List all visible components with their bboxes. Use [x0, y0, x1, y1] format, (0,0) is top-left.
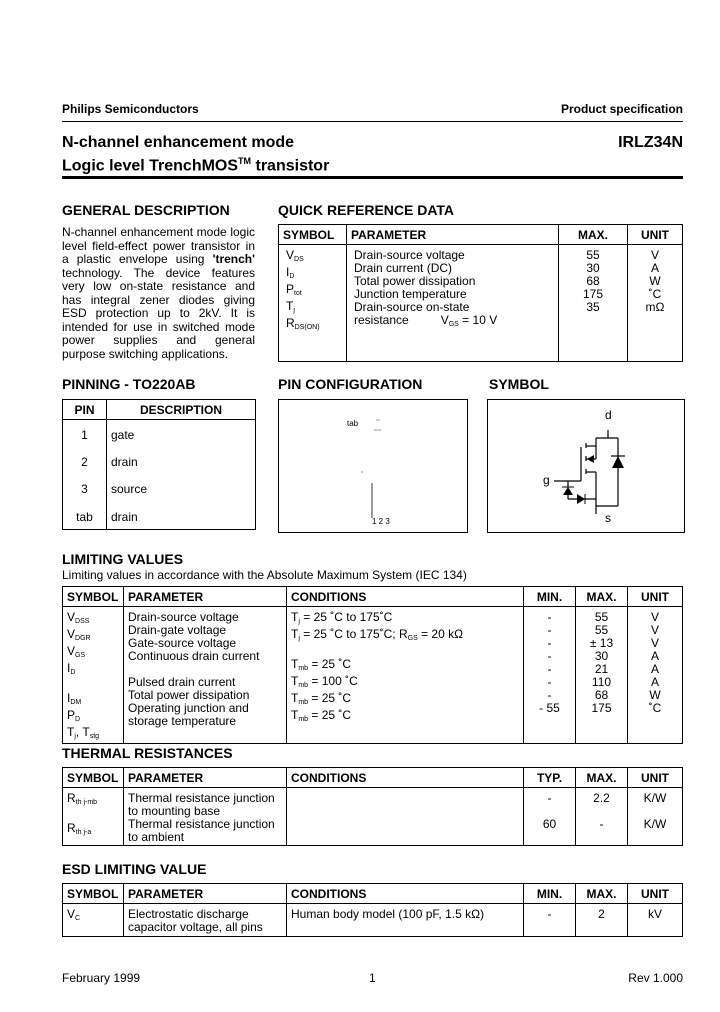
- col-symbol: SYMBOL: [279, 225, 347, 245]
- gate-label: g: [543, 473, 550, 487]
- esd-table: [62, 883, 683, 937]
- table-row: tab drain: [63, 498, 256, 530]
- document-type: Product specification: [560, 102, 683, 116]
- col-unit: UNIT: [628, 884, 683, 904]
- table-row: VDSS VDGR VGS ID IDM PD Tj, Tstg Drain-source voltage Drain-gate voltage Gate-source voltage Continuous drain current Pulsed drain current Total power dissipation Operating junction and storage temperature Tj = 25 ˚C to 175˚C Tj = 25 ˚C to 175˚C; RGS = 20 kΩ Tmb = 25 ˚C Tmb = 100 ˚C Tmb = 25 ˚C Tmb = 25 ˚C - - - - - - - - 55 55 55 ± 13 30 21 110 68 175 V V V A A A W ˚C: [63, 607, 683, 744]
- thermal-resistances-table: [62, 767, 683, 846]
- mosfet-symbol-icon: [488, 400, 684, 532]
- table-row: 2 drain: [63, 443, 256, 470]
- table-row: VC Electrostatic discharge capacitor voltage, all pins Human body model (100 pF, 1.5 kΩ) - 2 kV: [63, 904, 683, 937]
- header-rule: [62, 121, 683, 122]
- footer-date: February 1999: [62, 971, 141, 985]
- col-min: MIN.: [524, 884, 576, 904]
- col-symbol: SYMBOL: [63, 587, 124, 607]
- table-row: 3 source: [63, 470, 256, 497]
- title-rule: [62, 176, 683, 179]
- title-line-2: Logic level TrenchMOS™ transistor: [62, 156, 330, 175]
- col-conditions: CONDITIONS: [287, 768, 524, 788]
- col-parameter: PARAMETER: [124, 768, 287, 788]
- general-description-heading: GENERAL DESCRIPTION: [62, 202, 230, 218]
- tab-label: tab: [347, 419, 359, 428]
- table-row: Rth j-mb Rth j-a Thermal resistance junction to mounting base Thermal resistance junction to ambient - 60 2.2 - K/W K/W: [63, 788, 683, 846]
- source-label: s: [605, 511, 611, 525]
- quick-reference-table: [278, 224, 683, 362]
- pins-label: 1 2 3: [372, 517, 390, 526]
- col-max: MAX.: [576, 768, 628, 788]
- col-parameter: PARAMETER: [124, 587, 287, 607]
- to220-package-drawing: [279, 400, 467, 532]
- col-max: MAX.: [559, 225, 628, 245]
- col-symbol: SYMBOL: [63, 884, 124, 904]
- col-parameter: PARAMETER: [347, 225, 559, 245]
- general-description-text: N-channel enhancement mode logic level field-effect power transistor in a plastic envelope using 'trench' technology. The device features very low on-state resistance and has integral zener diodes giving ESD protection up to 2kV. It is intended for use in switched mode power supplies and general purpose switching applications.: [62, 225, 255, 361]
- footer-page-number: 1: [369, 971, 376, 985]
- col-symbol: SYMBOL: [63, 768, 124, 788]
- limiting-values-subtitle: Limiting values in accordance with the Absolute Maximum System (IEC 134): [62, 568, 467, 582]
- footer-revision: Rev 1.000: [628, 971, 683, 985]
- col-max: MAX.: [576, 587, 628, 607]
- col-min: MIN.: [524, 587, 576, 607]
- col-max: MAX.: [576, 884, 628, 904]
- col-conditions: CONDITIONS: [287, 587, 524, 607]
- drain-label: d: [605, 408, 612, 422]
- col-description: DESCRIPTION: [107, 400, 256, 420]
- company-name: Philips Semiconductors: [62, 102, 199, 116]
- col-unit: UNIT: [628, 225, 683, 245]
- table-row: 1 gate: [63, 420, 256, 444]
- pinning-table: [62, 399, 256, 530]
- title-line-1: N-channel enhancement mode: [62, 134, 295, 151]
- limiting-values-heading: LIMITING VALUES: [62, 551, 184, 567]
- pin-configuration-box: [278, 399, 468, 533]
- quick-reference-heading: QUICK REFERENCE DATA: [278, 202, 455, 218]
- symbol-box: [487, 399, 685, 533]
- col-typ: TYP.: [524, 768, 576, 788]
- table-row: VDS ID Ptot Tj RDS(ON) Drain-source voltage Drain current (DC) Total power dissipation Junction temperature Drain-source on-state resistance VGS = 10 V 55 30 68 175 35 V A W ˚C mΩ: [279, 245, 683, 362]
- col-unit: UNIT: [628, 768, 683, 788]
- pin-configuration-heading: PIN CONFIGURATION: [278, 376, 423, 392]
- col-conditions: CONDITIONS: [287, 884, 524, 904]
- col-pin: PIN: [63, 400, 107, 420]
- thermal-resistances-heading: THERMAL RESISTANCES: [62, 745, 233, 761]
- part-number: IRLZ34N: [618, 134, 683, 151]
- esd-heading: ESD LIMITING VALUE: [62, 861, 207, 877]
- limiting-values-table: [62, 586, 683, 744]
- col-unit: UNIT: [628, 587, 683, 607]
- pinning-heading: PINNING - TO220AB: [62, 376, 196, 392]
- symbol-heading: SYMBOL: [489, 376, 549, 392]
- col-parameter: PARAMETER: [124, 884, 287, 904]
